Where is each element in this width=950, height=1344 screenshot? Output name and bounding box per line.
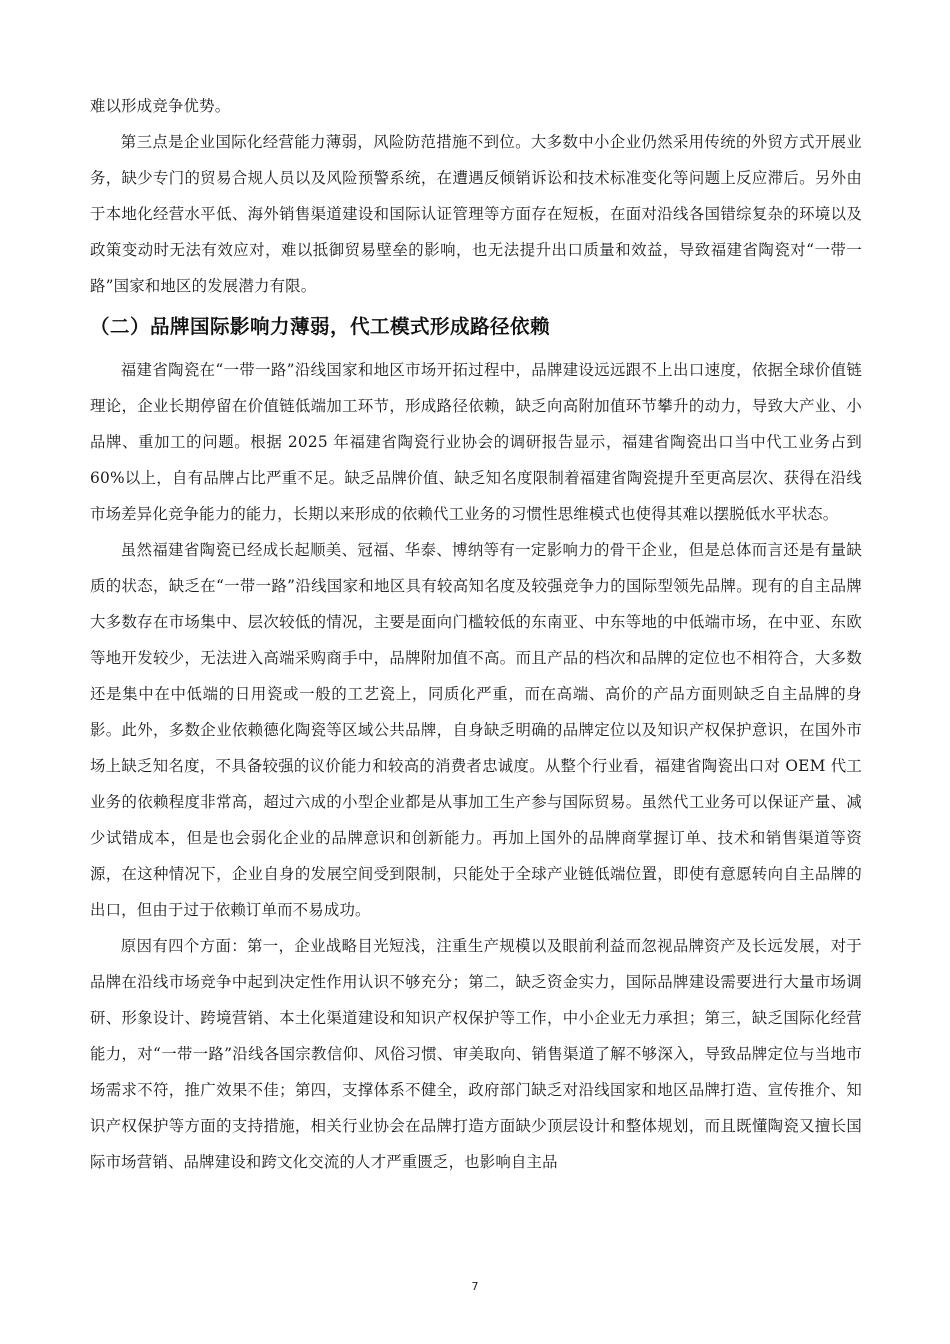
paragraph-reasons: 原因有四个方面：第一，企业战略目光短浅，注重生产规模以及眼前利益而忽视品牌资产及长远发展，对于品牌在沿线市场竞争中起到决定性作用认识不够充分；第二，缺乏资金实力，国际品牌建设需要进行大量市场调研、形象设计、跨境营销、本土化渠道建设和知识产权保护等工作，中小企业无力承担；第三，缺乏国际化经营能力，对“一带一路”沿线各国宗教信仰、风俗习惯、审美取向、销售渠道了解不够深入，导致品牌定位与当地市场需求不符，推广效果不佳；第四，支撑体系不健全，政府部门缺乏对沿线国家和地区品牌打造、宣传推介、知识产权保护等方面的支持措施，相关行业协会在品牌打造方面缺少顶层设计和整体规划，而且既懂陶瓷又擅长国际市场营销、品牌建设和跨文化交流的人才严重匮乏，也影响自主品: [90, 937, 862, 1171]
paragraph-brand-status: 虽然福建省陶瓷已经成长起顺美、冠福、华泰、博纳等有一定影响力的骨干企业，但是总体而言还是有量缺质的状态，缺乏在“一带一路”沿线国家和地区具有较高知名度及较强竞争力的国际型领先品牌。现有的自主品牌大多数存在市场集中、层次较低的情况，主要是面向门槛较低的东南亚、中东等地的中低端市场，在中亚、东欧等地开发较少，无法进入高端采购商手中，品牌附加值不高。而且产品的档次和品牌的定位也不相符合，大多数还是集中在中低端的日用瓷或一般的工艺瓷上，同质化严重，而在高端、高价的产品方面则缺乏自主品牌的身影。此外，多数企业依赖德化陶瓷等区域公共品牌，自身缺乏明确的品牌定位以及知识产权保护意识，在国外市场上缺乏知名度，不具备较强的议价能力和较高的消费者忠诚度。从整个行业看，福建省陶瓷出口对 OEM 代工业务的依赖程度非常高，超过六成的小型企业都是从事加工生产参与国际贸易。虽然代工业务可以保证产量、减少试错成本，但是也会弱化企业的品牌意识和创新能力。再加上国外的品牌商掌握订单、技术和销售渠道等资源，在这种情况下，企业自身的发展空间受到限制，只能处于全球产业链低端位置，即使有意愿转向自主品牌的出口，但由于过于依赖订单而不易成功。: [90, 541, 862, 919]
paragraph-continuation: 难以形成竞争优势。: [90, 97, 231, 115]
document-page: [90, 88, 862, 1180]
section-heading: （二）品牌国际影响力薄弱，代工模式形成路径依赖: [90, 315, 551, 338]
page-number: 7: [471, 1280, 479, 1293]
paragraph-brand-building: 福建省陶瓷在“一带一路”沿线国家和地区市场开拓过程中，品牌建设远远跟不上出口速度，依据全球价值链理论，企业长期停留在价值链低端加工环节，形成路径依赖，缺乏向高附加值环节攀升的动力，导致大产业、小品牌、重加工的问题。根据 2025 年福建省陶瓷行业协会的调研报告显示，福建省陶瓷出口当中代工业务占到 60%以上，自有品牌占比严重不足。缺乏品牌价值、缺乏知名度限制着福建省陶瓷提升至更高层次、获得在沿线市场差异化竞争能力的能力，长期以来形成的依赖代工业务的习惯性思维模式也使得其难以摆脱低水平状态。: [90, 361, 862, 523]
paragraph-third-point: 第三点是企业国际化经营能力薄弱，风险防范措施不到位。大多数中小企业仍然采用传统的外贸方式开展业务，缺少专门的贸易合规人员以及风险预警系统，在遭遇反倾销诉讼和技术标准变化等问题上反应滞后。另外由于本地化经营水平低、海外销售渠道建设和国际认证管理等方面存在短板，在面对沿线各国错综复杂的环境以及政策变动时无法有效应对，难以抵御贸易壁垒的影响，也无法提升出口质量和效益，导致福建省陶瓷对“一带一路”国家和地区的发展潜力有限。: [90, 133, 862, 295]
